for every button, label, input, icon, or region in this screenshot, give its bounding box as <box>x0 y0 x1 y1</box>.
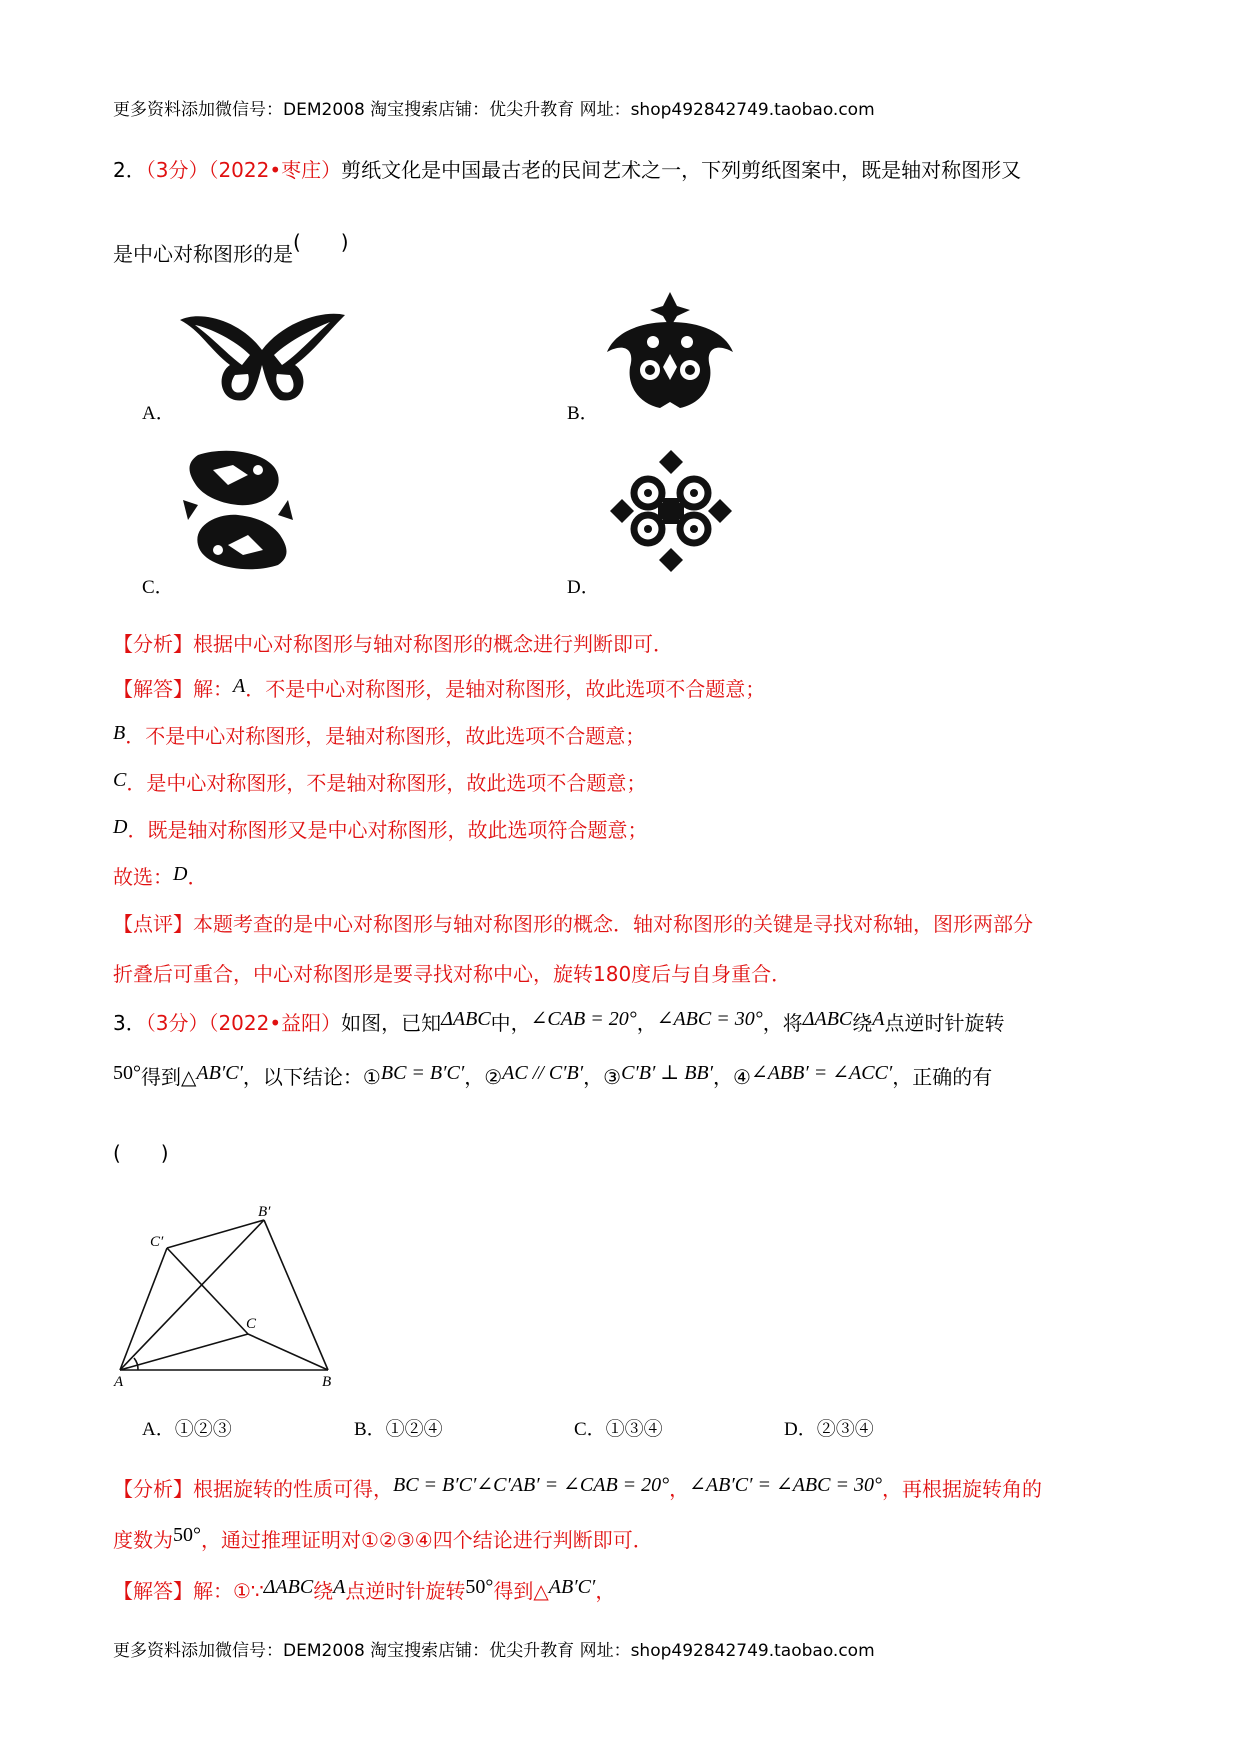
q2-answer-letter-b: B <box>113 722 126 744</box>
q3-text: 绕 <box>852 1011 873 1035</box>
q3-text: 如图，已知 <box>341 1011 442 1035</box>
q3-text: ， <box>595 1579 616 1603</box>
q3-rotation-figure <box>110 1190 350 1390</box>
q3-text: 点逆时针旋转 <box>884 1011 1005 1035</box>
option-a-butterfly-figure <box>180 310 345 410</box>
q3-text: ，② <box>464 1065 503 1089</box>
q2-answer-text-c: ．是中心对称图形，不是轴对称图形，故此选项不合题意； <box>126 771 647 795</box>
q3-math: A <box>872 1008 885 1030</box>
q3-text: ，正确的有 <box>892 1065 993 1089</box>
page-header: 更多资料添加微信号：DEM2008 淘宝搜索店铺：优尖升教育 网址：shop492842749.taobao.com <box>113 100 875 120</box>
q3-analysis-line2 <box>113 1524 653 1553</box>
q3-math: ∠ABB′ = ∠ACC′ <box>750 1062 893 1084</box>
q3-stem-line2 <box>113 1061 992 1090</box>
q3-text: ，再根据旋转角的 <box>881 1477 1042 1501</box>
q3-math: BC = B′C′ <box>380 1062 465 1084</box>
q3-text: 度数为 <box>113 1528 173 1552</box>
q2-choose-suffix: ． <box>187 865 208 889</box>
q3-stem-line1 <box>113 1007 1004 1036</box>
q3-tag: （3分）（2022•益阳） <box>145 1011 342 1035</box>
q2-answer-letter-a: A <box>233 675 246 697</box>
option-d-ornament-figure <box>608 448 734 574</box>
q3-text: 中， <box>490 1011 531 1035</box>
q3-text: ，通过推理证明对①②③④四个结论进行判断即可． <box>201 1528 653 1552</box>
q2-stem-line1 <box>113 154 1021 183</box>
q3-math: C′B′ ⊥ BB′ <box>621 1062 714 1084</box>
q2-option-a-label: A． <box>142 403 175 424</box>
q3-paren: ( ) <box>113 1141 169 1165</box>
q3-math: BC = B′C′∠C′AB′ = ∠CAB = 20° <box>393 1474 670 1496</box>
q2-option-c-label: C． <box>142 577 174 598</box>
q3-math: ΔABC <box>802 1008 853 1030</box>
q2-number: 2． <box>113 158 146 182</box>
q2-answer-line-a <box>113 673 765 702</box>
label-c-prime: C′ <box>150 1234 164 1250</box>
q2-option-b-label: B． <box>567 403 599 424</box>
q2-stem1: 剪纸文化是中国最古老的民间艺术之一，下列剪纸图案中，既是轴对称图形又 <box>341 158 1022 182</box>
q3-text: ， <box>669 1477 690 1501</box>
q3-math: 50° <box>113 1062 141 1084</box>
q2-stem2: 是中心对称图形的是 <box>113 242 293 266</box>
q3-text: ，④ <box>713 1065 751 1089</box>
q3-math: AB′C′ <box>548 1576 596 1598</box>
q2-answer-text-a: ．不是中心对称图形，是轴对称图形，故此选项不合题意； <box>245 677 766 701</box>
q3-math: ΔABC <box>441 1008 491 1030</box>
q2-answer-text-b: ．不是中心对称图形，是轴对称图形，故此选项不合题意； <box>125 724 646 748</box>
option-b-ornament-figure <box>605 292 735 410</box>
q2-analysis: 【分析】根据中心对称图形与轴对称图形的概念进行判断即可． <box>113 632 673 656</box>
q3-option-b: B．①②④ <box>354 1419 443 1440</box>
q2-stem-line2 <box>113 230 349 267</box>
q3-number: 3． <box>113 1011 146 1035</box>
q2-tag: （3分）（2022•枣庄） <box>145 158 342 182</box>
q3-math: ∠CAB = 20° <box>530 1008 637 1030</box>
q3-text: 【分析】根据旋转的性质可得， <box>113 1477 393 1501</box>
q2-answer-letter-d: D <box>113 816 128 838</box>
q3-text: 点逆时针旋转 <box>345 1579 466 1603</box>
q3-math: ∠AB′C′ = ∠ABC = 30° <box>689 1474 882 1496</box>
q2-paren: ( ) <box>293 230 349 254</box>
q3-text: ， <box>636 1011 657 1035</box>
q2-answer-line-c <box>113 767 646 796</box>
q2-answer-text-d: ．既是轴对称图形又是中心对称图形，故此选项符合题意； <box>127 818 648 842</box>
label-c: C <box>246 1316 257 1332</box>
q2-answer-letter-c: C <box>113 769 127 791</box>
q3-math: AB′C′ <box>196 1062 243 1084</box>
q3-math: AC // C′B′ <box>502 1062 584 1084</box>
q3-text: 得到△ <box>493 1579 549 1603</box>
label-b: B <box>322 1374 332 1390</box>
q2-choose-letter: D <box>173 863 188 885</box>
q3-text: ，将 <box>762 1011 803 1035</box>
q3-analysis-line1 <box>113 1473 1042 1502</box>
page-footer: 更多资料添加微信号：DEM2008 淘宝搜索店铺：优尖升教育 网址：shop492842749.taobao.com <box>113 1641 875 1661</box>
option-c-fish-figure <box>178 445 298 575</box>
q3-text: ，以下结论：① <box>242 1065 381 1089</box>
q3-math: ∠ABC = 30° <box>656 1008 763 1030</box>
q3-text: 得到△ <box>141 1065 197 1089</box>
q3-option-a: A．①②③ <box>142 1419 232 1440</box>
q2-option-d-label: D． <box>567 577 600 598</box>
q3-math: 50° <box>173 1524 201 1546</box>
q3-option-c: C．①③④ <box>574 1419 663 1440</box>
q3-text: 【解答】解：①∵ <box>113 1579 264 1603</box>
q2-answer-line-d <box>113 814 647 843</box>
label-b-prime: B′ <box>258 1204 271 1220</box>
q2-answer-line-b <box>113 720 645 749</box>
q3-math: 50° <box>465 1576 494 1598</box>
q3-text: ，③ <box>583 1065 622 1089</box>
q3-math: ΔABC <box>263 1576 314 1598</box>
label-a: A <box>114 1374 124 1390</box>
q2-answer-prefix: 【解答】解： <box>113 677 233 701</box>
q2-comment-line2: 折叠后可重合，中心对称图形是要寻找对称中心，旋转180度后与自身重合． <box>113 962 792 986</box>
q2-choose <box>113 861 207 890</box>
q2-comment-line1: 【点评】本题考查的是中心对称图形与轴对称图形的概念．轴对称图形的关键是寻找对称轴，图形两部分 <box>113 912 1033 936</box>
q2-choose-prefix: 故选： <box>113 865 173 889</box>
q3-text: 绕 <box>313 1579 334 1603</box>
q3-answer-line1 <box>113 1575 615 1604</box>
q3-option-d: D．②③④ <box>784 1419 874 1440</box>
q3-math: A <box>333 1576 346 1598</box>
